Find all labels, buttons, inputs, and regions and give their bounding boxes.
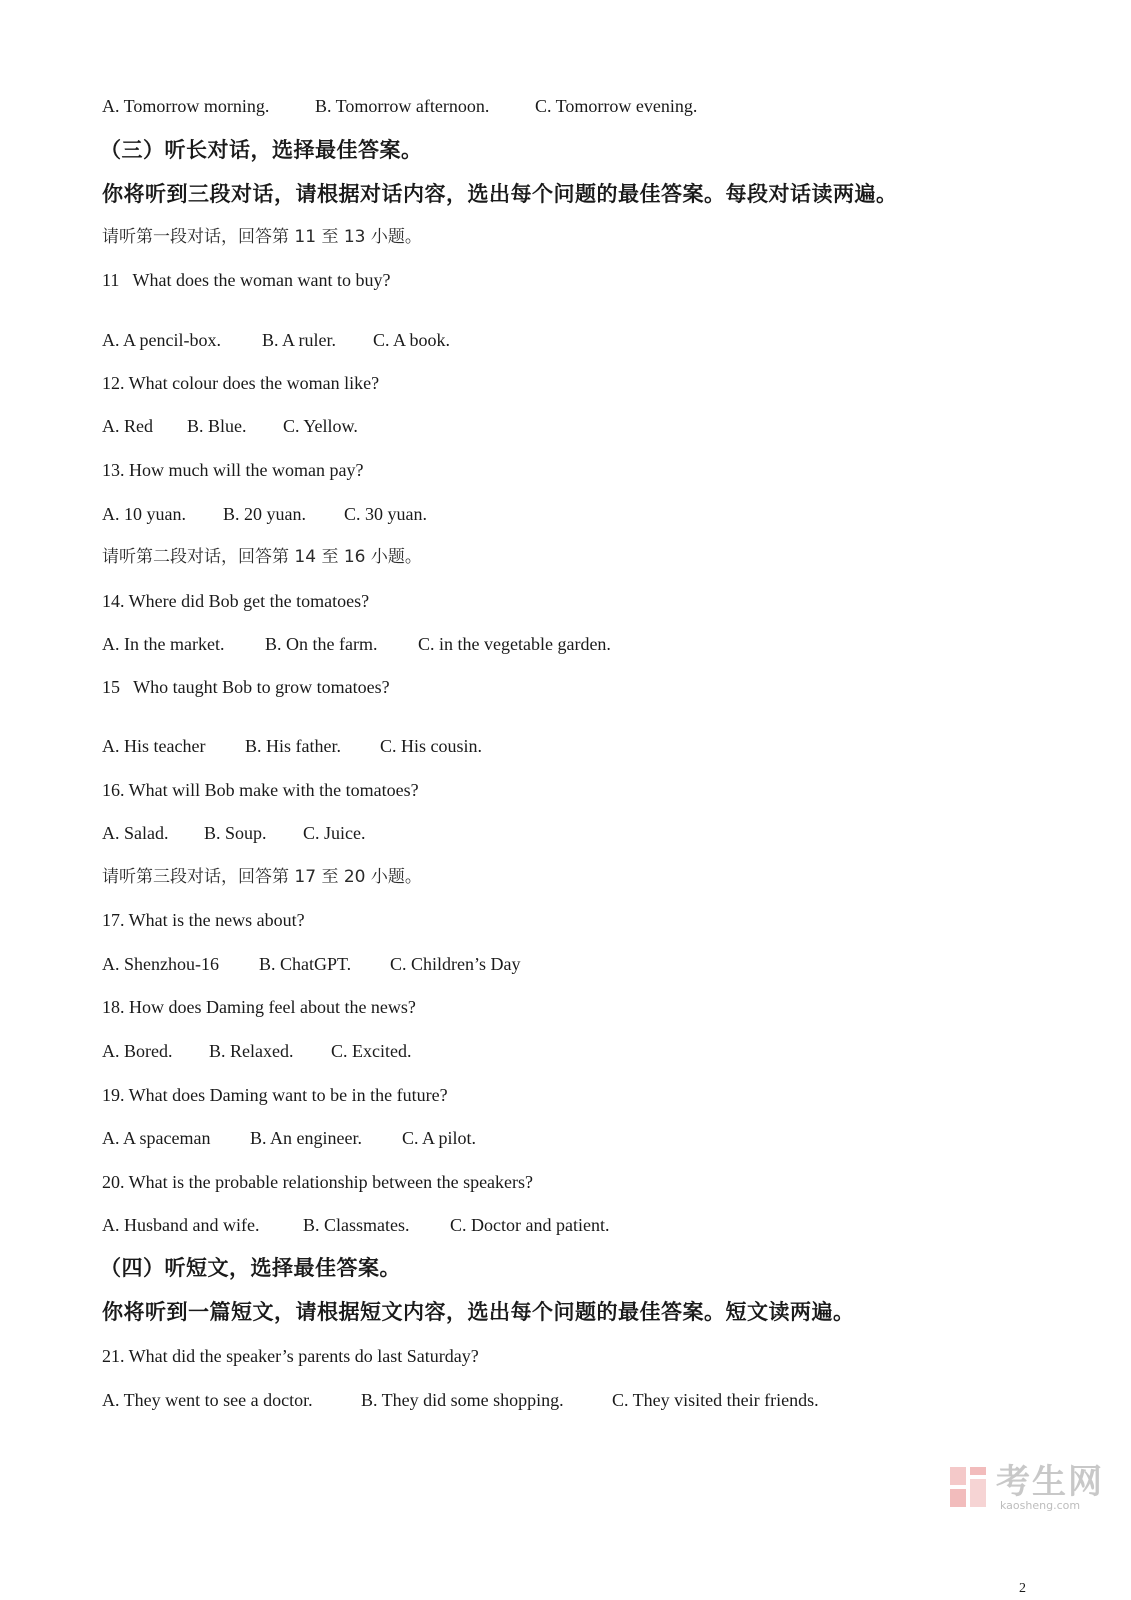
option-a: A. Shenzhou-16 [102,954,219,974]
option-c: C. His cousin. [380,736,483,756]
option-a: A. A spaceman [102,1128,211,1148]
option-c: C. Excited. [331,1041,412,1061]
option-c: C. 30 yuan. [344,504,427,524]
option-b: B. Relaxed. [209,1041,294,1061]
option-a: A. Tomorrow morning. [102,96,270,116]
options-row [102,328,450,352]
question: 11 What does the woman want to buy? [102,270,391,290]
question: 21. What did the speaker’s parents do last Saturday? [102,1346,479,1366]
question: 15 Who taught Bob to grow tomatoes? [102,677,390,697]
option-b: B. ChatGPT. [259,954,352,974]
option-b: B. 20 yuan. [223,504,306,524]
option-a: A. They went to see a doctor. [102,1390,313,1410]
question: 19. What does Daming want to be in the future? [102,1085,448,1105]
options-row [102,414,358,438]
watermark-logo-icon [948,1465,990,1509]
section-instruction: 你将听到一篇短文，请根据短文内容，选出每个问题的最佳答案。短文读两遍。 [102,1300,855,1324]
question: 20. What is the probable relationship between the speakers? [102,1172,534,1192]
options-row [102,1039,411,1063]
option-c: C. in the vegetable garden. [418,634,611,654]
page-number: 2 [1019,1581,1026,1596]
options-row [102,94,697,118]
option-b: B. They did some shopping. [361,1390,564,1410]
dialogue-instruction: 请听第三段对话，回答第 17 至 20 小题。 [102,867,422,887]
options-row [102,1213,609,1237]
question: 18. How does Daming feel about the news? [102,997,416,1017]
options-row [102,502,427,526]
question: 13. How much will the woman pay? [102,460,364,480]
option-a: A. Salad. [102,823,169,843]
question: 12. What colour does the woman like? [102,373,380,393]
section-heading: （四）听短文，选择最佳答案。 [100,1256,401,1280]
option-a: A. Red [102,416,153,436]
question: 14. Where did Bob get the tomatoes? [102,591,370,611]
options-row [102,952,521,976]
option-b: B. His father. [245,736,341,756]
option-a: A. In the market. [102,634,225,654]
watermark-text: 考生网 [996,1462,1104,1502]
options-row [102,1388,819,1412]
options-row [102,1126,476,1150]
option-b: B. Soup. [204,823,267,843]
option-a: A. 10 yuan. [102,504,186,524]
section-instruction: 你将听到三段对话，请根据对话内容，选出每个问题的最佳答案。每段对话读两遍。 [102,182,898,206]
option-c: C. Tomorrow evening. [535,96,698,116]
option-b: B. An engineer. [250,1128,362,1148]
watermark [948,1463,1108,1511]
option-c: C. Doctor and patient. [450,1215,610,1235]
watermark-url: kaosheng.com [1000,1499,1081,1512]
dialogue-instruction: 请听第二段对话，回答第 14 至 16 小题。 [102,547,422,567]
option-a: A. Husband and wife. [102,1215,260,1235]
option-b: B. Blue. [187,416,247,436]
option-c: C. They visited their friends. [612,1390,819,1410]
option-c: C. A pilot. [402,1128,477,1148]
option-c: C. Yellow. [283,416,358,436]
dialogue-instruction: 请听第一段对话，回答第 11 至 13 小题。 [102,227,422,247]
option-c: C. Juice. [303,823,366,843]
option-a: A. Bored. [102,1041,173,1061]
option-a: A. His teacher [102,736,206,756]
section-heading: （三）听长对话，选择最佳答案。 [100,138,423,162]
option-b: B. Tomorrow afternoon. [315,96,490,116]
option-b: B. A ruler. [262,330,337,350]
options-row [102,821,366,845]
options-row [102,632,611,656]
option-c: C. A book. [373,330,451,350]
option-b: B. On the farm. [265,634,378,654]
option-c: C. Children’s Day [390,954,521,974]
question: 16. What will Bob make with the tomatoes? [102,780,419,800]
question: 17. What is the news about? [102,910,305,930]
option-a: A. A pencil-box. [102,330,221,350]
option-b: B. Classmates. [303,1215,410,1235]
options-row [102,734,482,758]
